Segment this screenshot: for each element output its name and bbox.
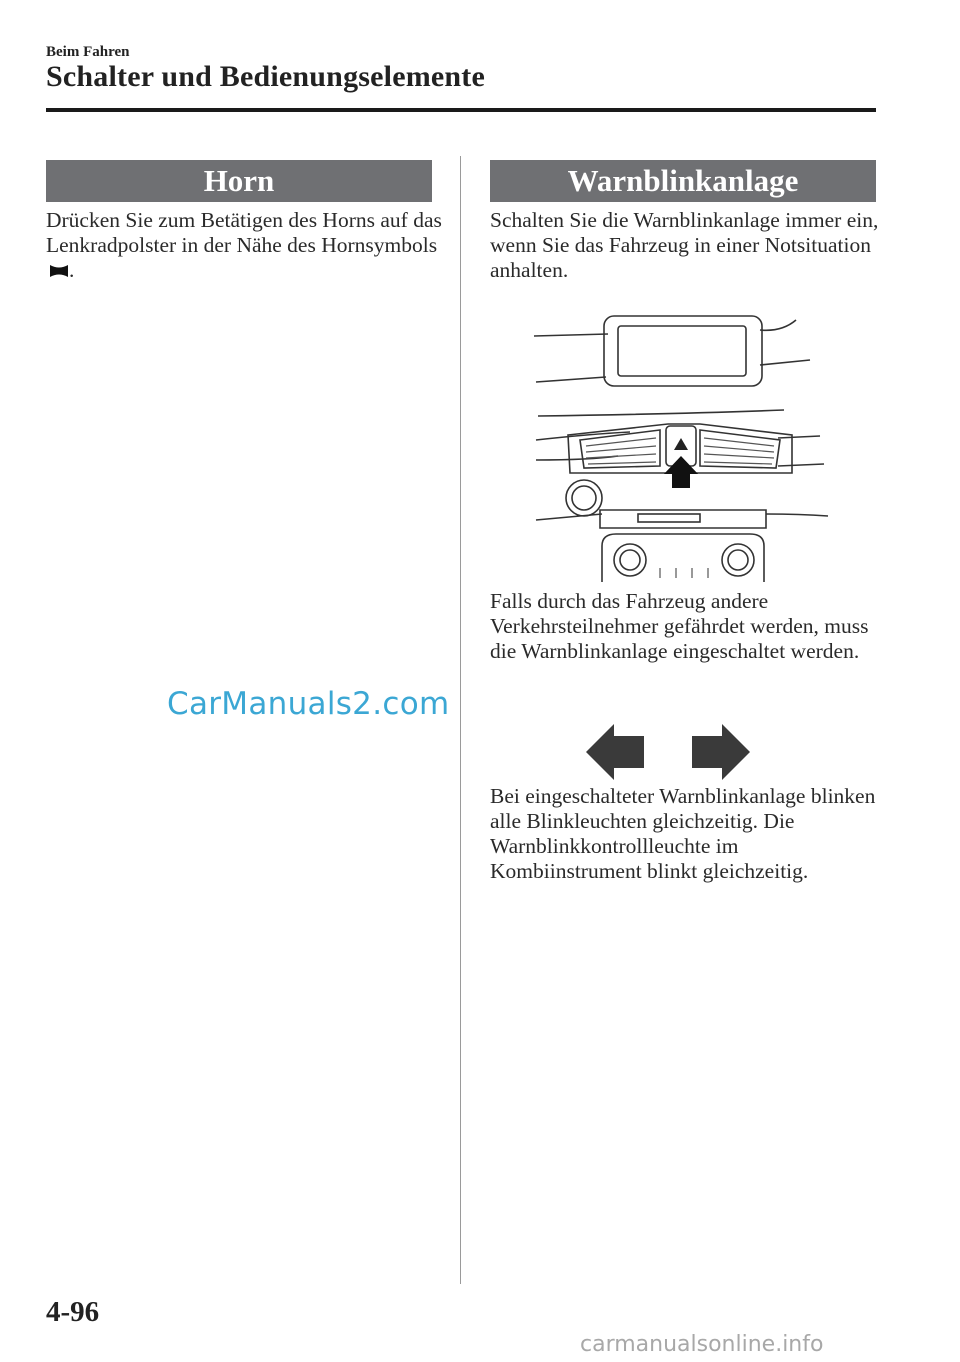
section-label: Beim Fahren	[46, 44, 130, 60]
horn-icon	[49, 264, 69, 278]
horn-instructions-period: .	[69, 258, 75, 282]
page-number: 4-96	[46, 1296, 100, 1328]
dashboard-hazard-switch-illustration	[530, 310, 830, 582]
hazard-paragraph-2: Falls durch das Fahrzeug andere Verkehrsteilnehmer gefährdet werden, muss die Warnblinkanlage eingeschaltet werden.	[490, 589, 869, 663]
footer-watermark: carmanualsonline.info	[580, 1332, 824, 1357]
hazard-section-title: Warnblinkanlage	[490, 160, 876, 202]
horn-instructions-text: Drücken Sie zum Betätigen des Horns auf das Lenkradpolster in der Nähe des Hornsymbols	[46, 208, 442, 257]
turn-signal-arrows-icon	[586, 724, 750, 780]
header-rule	[46, 108, 876, 112]
hazard-paragraph-1: Schalten Sie die Warnblinkanlage immer ein, wenn Sie das Fahrzeug in einer Notsituation anhalten.	[490, 208, 879, 282]
watermark-text: CarManuals2.com	[167, 686, 450, 722]
horn-instructions	[46, 208, 446, 283]
chapter-title: Schalter und Bedienungselemente	[46, 60, 486, 93]
column-divider	[460, 156, 461, 1284]
hazard-paragraph-3: Bei eingeschalteter Warnblinkanlage blinken alle Blinkleuchten gleichzeitig. Die Warnblinkkontrollleuchte im Kombiinstrument blinkt gleichzeitig.	[490, 784, 876, 883]
horn-section-title: Horn	[46, 160, 432, 202]
